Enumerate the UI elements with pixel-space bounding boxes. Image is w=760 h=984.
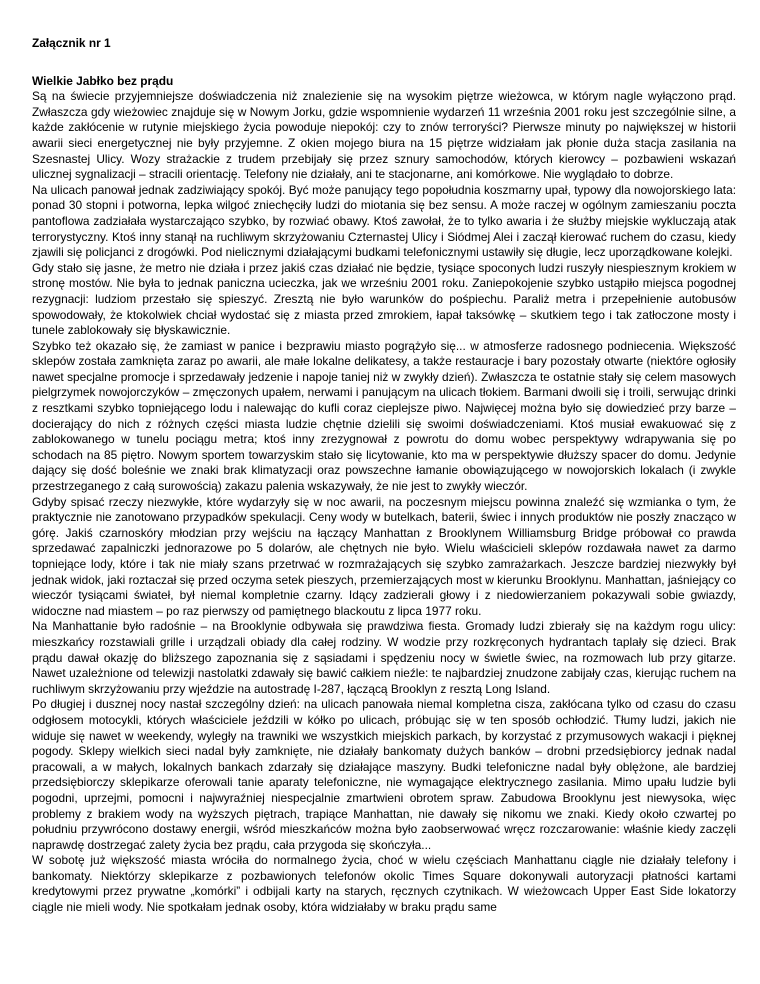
paragraph: Gdyby spisać rzeczy niezwykłe, które wydarzyły się w noc awarii, na poczesnym miejscu powinna znaleźć się wzmianka o tym, że praktycznie nie zanotowano przypadków spekulacji. Ceny wody w butelkach, baterii, świec i innych produktów nie poszły znacząco w górę. Jakiś czarnoskóry młodzian przy wejściu na łączący Manhattan z Brooklynem Williamsburg Bridge próbował co prawda sprzedawać zapalniczki jednorazowe po 5 dolarów, ale chętnych nie było. Wielu właścicieli sklepów rozdawała nawet za darmo topniejące lody, które i tak nie miały szans przetrwać w rozmrażających się szybko zamrażarkach. Jeszcze bardziej niezwykły był jednak widok, jaki roztaczał się przed oczyma setek pieszych, przemierzających most w kierunku Brooklynu. Manhattan, jaśniejący co wieczór tysiącami świateł, był niemal kompletnie czarny. Idący zadzierali głowy i z niedowierzaniem pokazywali sobie gwiazdy, widoczne nad miastem – po raz pierwszy od pamiętnego blackoutu z lipca 1977 roku.: [32, 494, 736, 618]
paragraph: Na Manhattanie było radośnie – na Brooklynie odbywała się prawdziwa fiesta. Gromady ludzi zbierały się na każdym rogu ulicy: mieszkańcy rozstawiali grille i urządzali obiady dla całej rodziny. W wodzie przy rozkręconych hydrantach taplały się dzieci. Brak prądu dawał okazję do bliższego zapoznania się z sąsiadami i spędzeniu nocy w świetle świec, na rozmowach lub przy gitarze. Nawet uzależnione od telewizji nastolatki zdawały się bawić całkiem nieźle: te najbardziej znudzone zabijały czas, kierując ruchem na ruchliwym skrzyżowaniu przy wjeździe na autostradę I-287, łączącą Brooklyn z resztą Long Island.: [32, 619, 736, 696]
paragraph: Gdy stało się jasne, że metro nie działa i przez jakiś czas działać nie będzie, tysiące spoconych ludzi ruszyły niespiesznym krokiem w stronę mostów. Nie była to jednak paniczna ucieczka, jak we wrześniu 2001 roku. Zaniepokojenie szybko ustąpiło miejsca pogodnej rezygnacji: ludziom przestało się spieszyć. Zresztą nie było warunków do pośpiechu. Paraliż metra i przepełnienie autobusów spowodowały, że ktokolwiek chciał wydostać się z miasta przed zmrokiem, łapał taksówkę – skutkiem tego i tak zatłoczone mosty i tunele zablokowały się błyskawicznie.: [32, 260, 736, 338]
attachment-label: Załącznik nr 1: [32, 36, 111, 50]
paragraph: Są na świecie przyjemniejsze doświadczenia niż znalezienie się na wysokim piętrze wieżowca, w którym nagle wyłączono prąd. Zwłaszcza gdy wieżowiec znajduje się w Nowym Jorku, gdzie wspomnienie wydarzeń 11 września 2001 roku jest szczególnie silne, a każde zakłócenie w rutynie miejskiego życia powoduje niepokój: czy to znów terroryści? Pierwsze minuty po największej w historii awarii sieci energetycznej nie były przyjemne. Z okien mojego biura na 15 piętrze widziałam jak płonie duża stacja zasilania na Szesnastej Ulicy. Wozy strażackie z trudem przebijały się przez sznury samochodów, których kierowcy – pozbawieni wskazań ulicznej sygnalizacji – stracili orientację. Telefony nie działały, ani te stacjonarne, ani komórkowe. Nie wyglądało to dobrze.: [32, 89, 736, 182]
paragraph: Po długiej i dusznej nocy nastał szczególny dzień: na ulicach panowała niemal kompletna cisza, zakłócana tylko od czasu do czasu odgłosem motocykli, których właściciele jeździli w kółko po ulicach, próbując się w ten sposób ochłodzić. Tłumy ludzi, jakich nie widuje się nawet w weekendy, wyległy na trawniki we wszystkich miejskich parkach, by korzystać z przymusowych wakacji i pięknej pogody. Sklepy wielkich sieci nadal były zamknięte, nie działały bankomaty dużych banków – drobni przedsiębiorcy jednak nadal pracowali, a w małych, lokalnych bankach zdarzały się działające maszyny. Budki telefoniczne nadal były oblężone, ale bardziej przedsiębiorczy sklepikarze oferowali tanie aparaty telefoniczne, nie wymagające elektrycznego zasilania. Mimo upału ludzie byli pogodni, uprzejmi, pomocni i najwyraźniej niespecjalnie zmartwieni obrotem spraw. Zabudowa Brooklynu jest niewysoka, więc problemy z brakiem wody na wyższych piętrach, trapiące Manhattan, nie dawały się nikomu we znaki. Kiedy około czwartej po południu przywrócono dostawy energii, wśród mieszkańców można było zaobserwować wręcz rozczarowanie: właśnie kiedy zaczęli naprawdę dostrzegać zalety życia bez prądu, cała przygoda się skończyła...: [32, 697, 736, 852]
article-title: Wielkie Jabłko bez prądu: [32, 73, 174, 88]
document-page: [32, 36, 736, 916]
paragraph: Na ulicach panował jednak zadziwiający spokój. Być może panujący tego popołudnia koszmarny upał, typowy dla nowojorskiego lata: ponad 30 stopni i potworna, lepka wilgoć zniechęciły ludzi do miotania się bez sensu. A może raczej w ogólnym zamieszaniu poczta pantoflowa zadziałała wystarczająco szybko, by rozwiać obawy. Ktoś zawołał, że to tylko awaria i że służby miejskie wykluczają atak terrorystyczny. Ktoś inny stanął na ruchliwym skrzyżowaniu Czternastej Ulicy i Siódmej Alei i zaczął kierować ruchem do czasu, kiedy zjawili się policjanci z drogówki. Pod nielicznymi działającymi budkami telefonicznymi ustawiły się długie, lecz uporządkowane kolejki.: [32, 182, 736, 260]
paragraph: W sobotę już większość miasta wróciła do normalnego życia, choć w wielu częściach Manhattanu ciągle nie działały telefony i bankomaty. Niektórzy sklepikarze z pozbawionych telefonów okolic Times Square dokonywali autoryzacji płatności kartami kredytowymi przez prywatne „komórki” i odbijali karty na starych, ręcznych czytnikach. W wieżowcach Upper East Side lokatorzy ciągle nie mieli wody. Nie spotkałam jednak osoby, która widziałaby w braku prądu same: [32, 853, 736, 915]
paragraph: Szybko też okazało się, że zamiast w panice i bezprawiu miasto pogrążyło się... w atmosferze radosnego podniecenia. Większość sklepów została zamknięta zaraz po awarii, ale małe lokalne delikatesy, a także restauracje i bary pozostały otwarte (niektóre ogłosiły nawet specjalne promocje i sprzedawały jedzenie i napoje taniej niż w zwykły dzień). Zwłaszcza te ostatnie stały się celem masowych pielgrzymek nowojorczyków – zmęczonych upałem, nerwami i panującym na ulicach tłokiem. Barmani dwoili się i troili, serwując drinki z resztkami szybko topniejącego lodu i nalewając do kufli coraz cieplejsze piwo. Najwięcej można było się dowiedzieć przy barze – docierający do nich z różnych części miasta ludzie chętnie dzielili się swoimi doświadczeniami. Ktoś musiał ewakuować się z zablokowanego w tunelu pociągu metra; ktoś inny zrezygnował z powrotu do domu wobec perspektywy wdrapywania się po schodach na 85 piętro. Nowym sportem towarzyskim stało się licytowanie, kto ma w perspektywie dłuższy spacer do domu. Jedynie dający się dość boleśnie we znaki brak klimatyzacji oraz powszechne łamanie obowiązującego w nowojorskich lokalach (i zwykle przestrzeganego z całą surowością) zakazu palenia wskazywały, że nie jest to zwykły wieczór.: [32, 338, 736, 494]
